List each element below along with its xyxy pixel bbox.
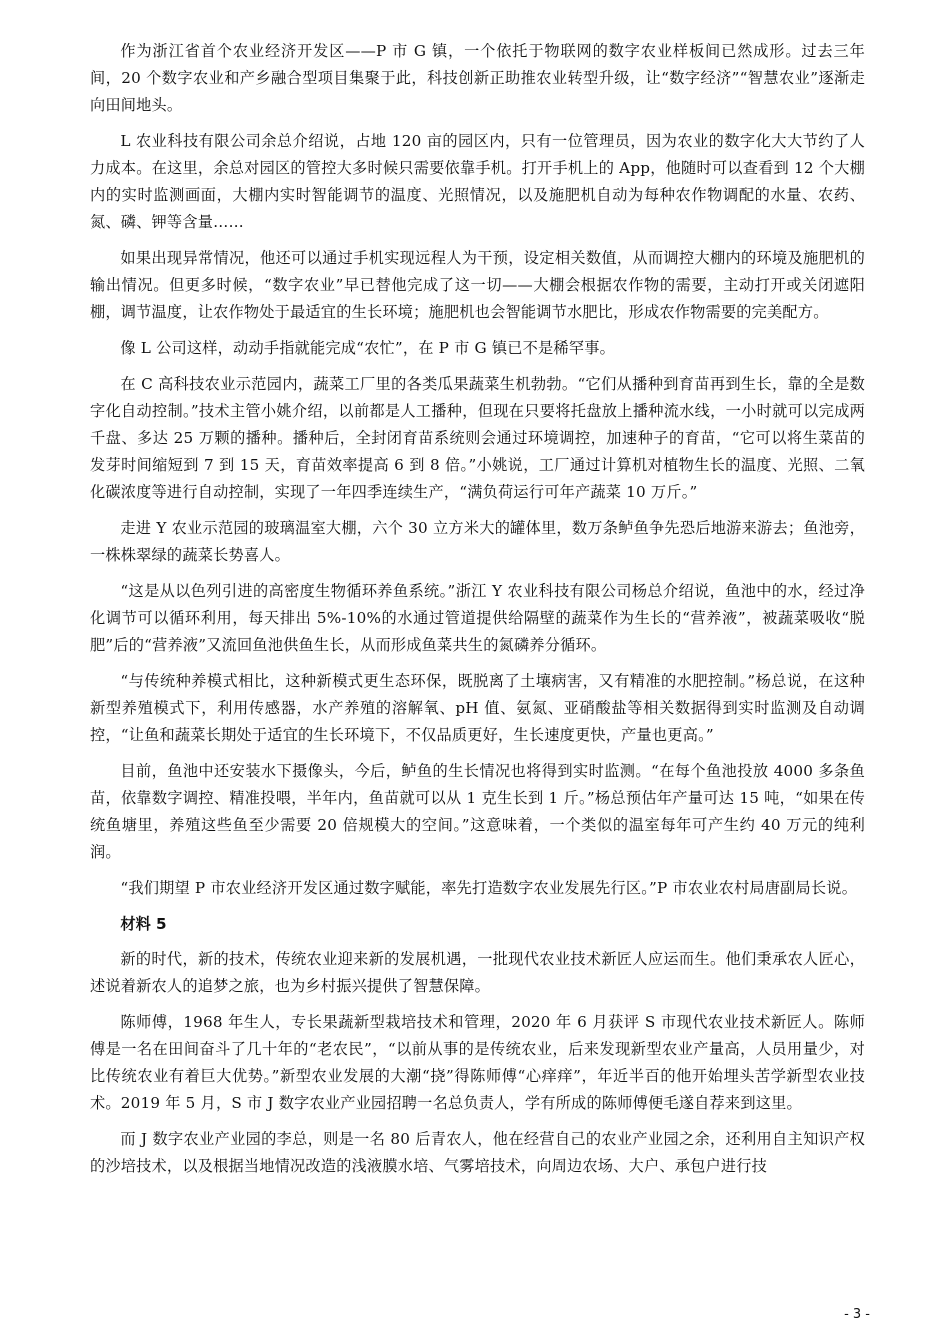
paragraph-13: 而 J 数字农业产业园的李总，则是一名 80 后青农人，他在经营自己的农业产业园之余，还利用自主知识产权的沙培技术，以及根据当地情况改造的浅液膜水培、气雾培技术，向周边农场、大户、承包户进行技: [90, 1130, 865, 1175]
paragraph-7: “这是从以色列引进的高密度生物循环养鱼系统。”浙江 Y 农业科技有限公司杨总介绍说，鱼池中的水，经过净化调节可以循环利用，每天排出 5%-10%的水通过管道提供给隔壁的蔬菜作为生长的“营养液”，被蔬菜吸收“脱肥”后的“营养液”又流回鱼池供鱼生长，从而形成鱼菜共生的氮磷养分循环。: [90, 582, 865, 654]
paragraph-12: 陈师傅，1968 年生人，专长果蔬新型栽培技术和管理，2020 年 6 月获评 S 市现代农业技术新匠人。陈师傅是一名在田间奋斗了几十年的“老农民”，“以前从事的是传统农业，后来发现新型农业产量高，人员用量少，对比传统农业有着巨大优势。”新型农业发展的大潮“挠”得陈师傅“心痒痒”，年近半百的他开始埋头苦学新型农业技术。2019 年 5 月，S 市 J 数字农业产业园招聘一名总负责人，学有所成的陈师傅便毛遂自荐来到这里。: [90, 1013, 865, 1112]
paragraph-9: 目前，鱼池中还安装水下摄像头，今后，鲈鱼的生长情况也将得到实时监测。“在每个鱼池投放 4000 多条鱼苗，依靠数字调控、精准投喂，半年内，鱼苗就可以从 1 克生长到 1 斤。”杨总预估年产量可达 15 吨，“如果在传统鱼塘里，养殖这些鱼至少需要 20 倍规模大的空间。”这意味着，一个类似的温室每年可产生约 40 万元的纯利润。: [90, 762, 865, 861]
document-body: [90, 38, 865, 1189]
paragraph-6: 走进 Y 农业示范园的玻璃温室大棚，六个 30 立方米大的罐体里，数万条鲈鱼争先恐后地游来游去；鱼池旁，一株株翠绿的蔬菜长势喜人。: [90, 519, 865, 564]
paragraph-5: 在 C 高科技农业示范园内，蔬菜工厂里的各类瓜果蔬菜生机勃勃。“它们从播种到育苗再到生长，靠的全是数字化自动控制。”技术主管小姚介绍，以前都是人工播种，但现在只要将托盘放上播种流水线，一小时就可以完成两千盘、多达 25 万颗的播种。播种后，全封闭育苗系统则会通过环境调控，加速种子的育苗，“它可以将生菜苗的发芽时间缩短到 7 到 15 天，育苗效率提高 6 到 8 倍。”小姚说，工厂通过计算机对植物生长的温度、光照、二氧化碳浓度等进行自动控制，实现了一年四季连续生产，“满负荷运行可年产蔬菜 10 万斤。”: [90, 375, 865, 501]
section-heading: 材料 5: [120, 915, 167, 933]
paragraph-1: 作为浙江省首个农业经济开发区——P 市 G 镇，一个依托于物联网的数字农业样板间已然成形。过去三年间，20 个数字农业和产乡融合型项目集聚于此，科技创新正助推农业转型升级，让“数字经济”“智慧农业”逐渐走向田间地头。: [90, 42, 865, 114]
paragraph-10: “我们期望 P 市农业经济开发区通过数字赋能，率先打造数字农业发展先行区。”P 市农业农村局唐副局长说。: [120, 879, 858, 897]
page-number: - 3 -: [844, 1307, 870, 1322]
paragraph-2: L 农业科技有限公司余总介绍说，占地 120 亩的园区内，只有一位管理员，因为农业的数字化大大节约了人力成本。在这里，余总对园区的管控大多时候只需要依靠手机。打开手机上的 App，他随时可以查看到 12 个大棚内的实时监测画面，大棚内实时智能调节的温度、光照情况，以及施肥机自动为每种农作物调配的水量、农药、氮、磷、钾等含量……: [90, 132, 865, 231]
paragraph-11: 新的时代，新的技术，传统农业迎来新的发展机遇，一批现代农业技术新匠人应运而生。他们秉承农人匠心，述说着新农人的追梦之旅，也为乡村振兴提供了智慧保障。: [90, 950, 865, 995]
paragraph-4: 像 L 公司这样，动动手指就能完成“农忙”，在 P 市 G 镇已不是稀罕事。: [120, 339, 615, 357]
paragraph-3: 如果出现异常情况，他还可以通过手机实现远程人为干预，设定相关数值，从而调控大棚内的环境及施肥机的输出情况。但更多时候，“数字农业”早已替他完成了这一切——大棚会根据农作物的需要，主动打开或关闭遮阳棚，调节温度，让农作物处于最适宜的生长环境；施肥机也会智能调节水肥比，形成农作物需要的完美配方。: [90, 249, 865, 321]
paragraph-8: “与传统种养模式相比，这种新模式更生态环保，既脱离了土壤病害，又有精准的水肥控制。”杨总说，在这种新型养殖模式下，利用传感器，水产养殖的溶解氧、pH 值、氨氮、亚硝酸盐等相关数据得到实时监测及自动调控，“让鱼和蔬菜长期处于适宜的生长环境下，不仅品质更好，生长速度更快，产量也更高。”: [90, 672, 865, 744]
